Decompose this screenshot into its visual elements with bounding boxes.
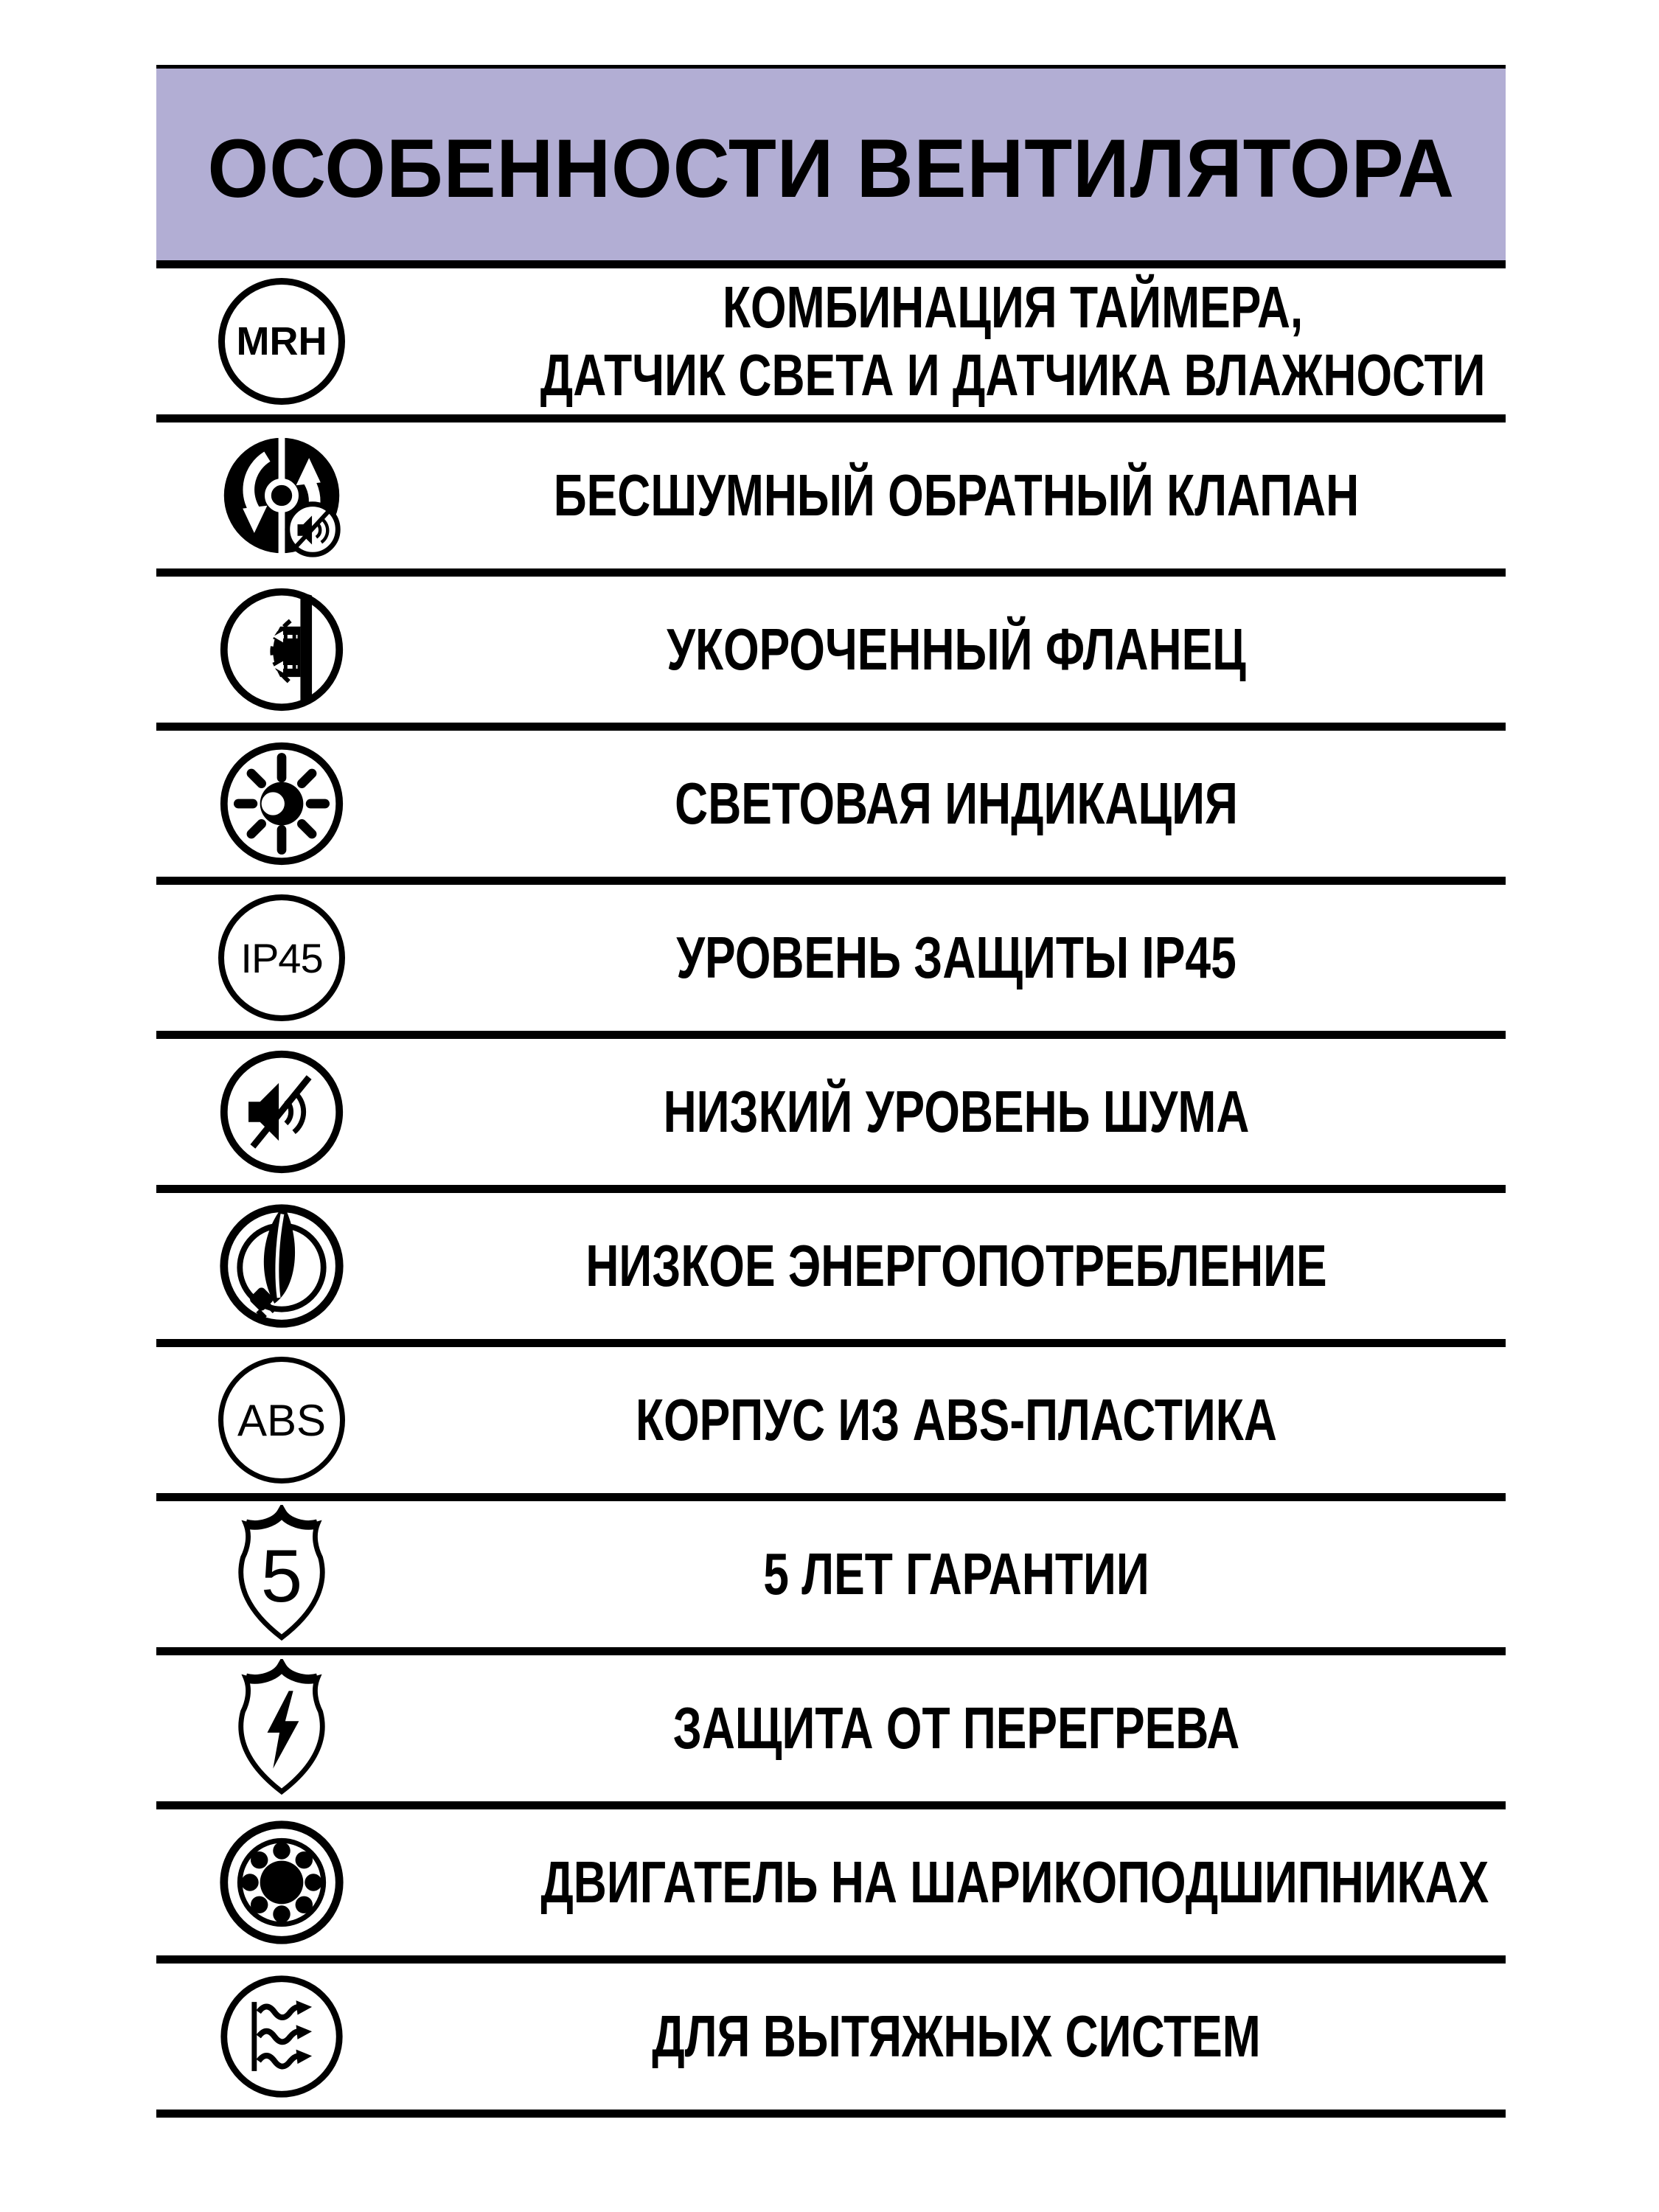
ip45-badge-label: IP45 (240, 934, 323, 981)
feature-row-ball-bearings (156, 1809, 1506, 1964)
feature-label-line2: ДАТЧИК СВЕТА И ДАТЧИКА ВЛАЖНОСТИ (540, 342, 1486, 408)
feature-label-line1: ДЛЯ ВЫТЯЖНЫХ СИСТЕМ (652, 2003, 1261, 2069)
feature-label (528, 616, 1385, 684)
shield-5-icon (156, 1505, 407, 1644)
mrh-badge-icon (156, 278, 407, 405)
feature-label (528, 1232, 1385, 1300)
ball-bearing-icon (156, 1818, 407, 1947)
feature-label-line1: ЗАЩИТА ОТ ПЕРЕГРЕВА (672, 1695, 1240, 1761)
feature-sheet (156, 0, 1506, 2118)
feature-label-line1: КОМБИНАЦИЯ ТАЙМЕРА, (722, 274, 1304, 340)
shield-lightning-icon (156, 1659, 407, 1798)
feature-label (528, 1386, 1385, 1454)
feature-row-warranty (156, 1501, 1506, 1655)
feature-label-line1: СВЕТОВАЯ ИНДИКАЦИЯ (675, 771, 1238, 836)
abs-badge-icon (156, 1357, 407, 1484)
feature-label-line1: ДВИГАТЕЛЬ НА ШАРИКОПОДШИПНИКАХ (540, 1849, 1489, 1915)
feature-label (540, 1848, 1489, 1916)
feature-label (528, 462, 1385, 529)
check-valve-muted-icon (156, 431, 407, 560)
feature-row-abs-plastic (156, 1347, 1506, 1501)
feature-label-line1: 5 ЛЕТ ГАРАНТИИ (763, 1541, 1150, 1607)
feature-row-low-energy (156, 1193, 1506, 1347)
page-header (156, 65, 1506, 268)
feature-label (528, 1540, 1385, 1608)
feature-label-line1: КОРПУС ИЗ ABS-ПЛАСТИКА (636, 1387, 1277, 1453)
feature-label-line1: УРОВЕНЬ ЗАЩИТЫ IP45 (676, 925, 1237, 990)
feature-row-low-noise (156, 1039, 1506, 1193)
abs-badge-label: ABS (237, 1395, 327, 1445)
feature-label (528, 1694, 1385, 1762)
page-title: ОСОБЕННОСТИ ВЕНТИЛЯТОРА (207, 122, 1455, 215)
feature-label (528, 924, 1385, 992)
short-flange-icon (156, 585, 407, 714)
muted-speaker-icon (156, 1047, 407, 1177)
feature-row-silent-check-valve (156, 422, 1506, 577)
feature-row-short-flange (156, 577, 1506, 731)
feature-label-line1: НИЗКИЙ УРОВЕНЬ ШУМА (663, 1079, 1250, 1144)
light-indicator-icon (156, 739, 407, 869)
feature-row-ip45 (156, 885, 1506, 1039)
warranty-years-label: 5 (260, 1534, 303, 1618)
feature-row-light-indication (156, 731, 1506, 885)
feature-label-line1: БЕСШУМНЫЙ ОБРАТНЫЙ КЛАПАН (553, 462, 1360, 528)
ip45-badge-icon (156, 894, 407, 1021)
feature-label (528, 1078, 1385, 1146)
feature-label (528, 2003, 1385, 2070)
feature-row-exhaust-systems (156, 1964, 1506, 2118)
airflow-arrows-icon (156, 1972, 407, 2101)
feature-label-line1: НИЗКОЕ ЭНЕРГОПОТРЕБЛЕНИЕ (585, 1233, 1327, 1298)
feature-label (528, 770, 1385, 838)
feature-label-line1: УКОРОЧЕННЫЙ ФЛАНЕЦ (667, 616, 1246, 682)
feature-row-overheat-protection (156, 1655, 1506, 1809)
mrh-badge-label: MRH (236, 319, 327, 364)
feature-label (540, 274, 1486, 409)
feature-row-combo-sensor (156, 268, 1506, 422)
eco-leaf-plug-icon (156, 1201, 407, 1331)
